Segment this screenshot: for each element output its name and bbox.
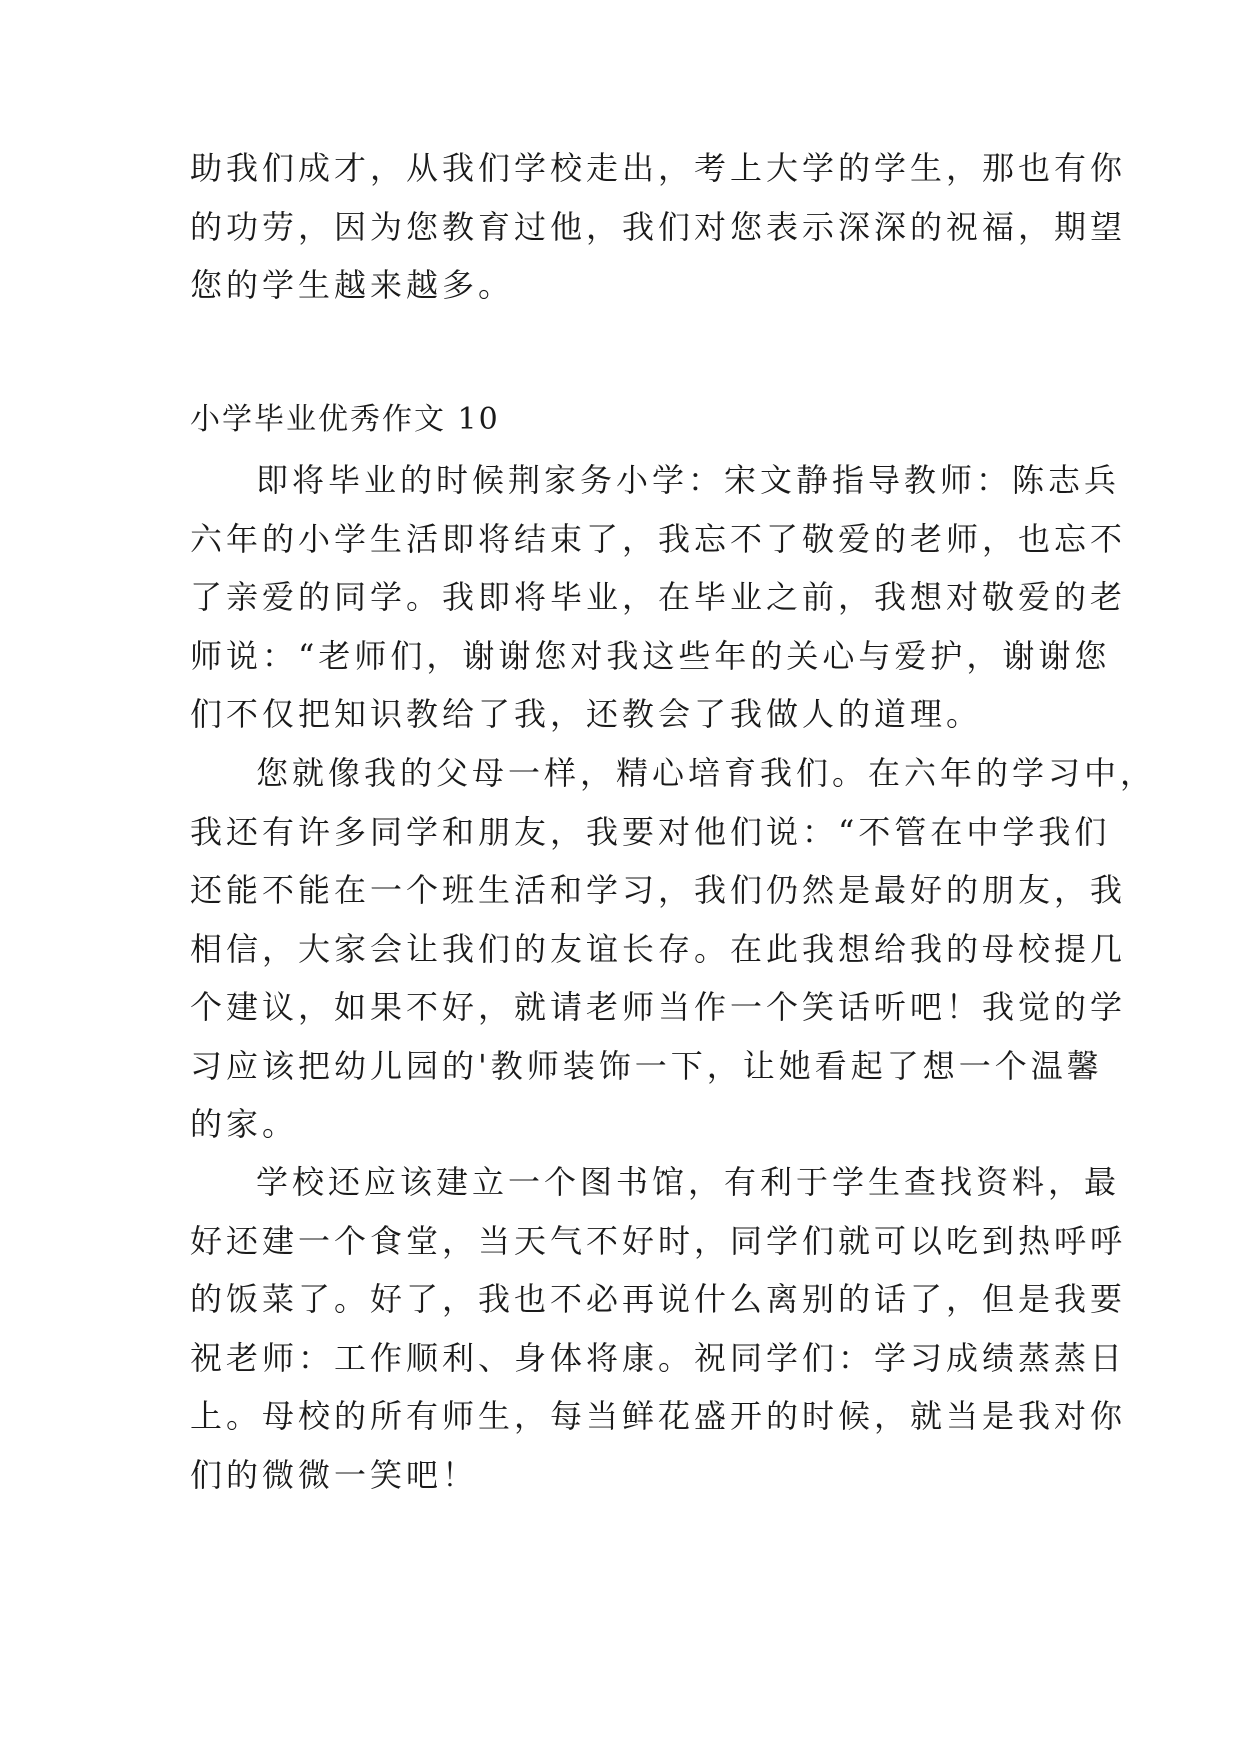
text-line: 祝老师：工作顺利、身体将康。祝同学们：学习成绩蒸蒸日	[190, 1338, 1127, 1377]
text-line: 的功劳，因为您教育过他，我们对您表示深深的祝福，期望	[190, 207, 1127, 246]
text-line: 助我们成才，从我们学校走出，考上大学的学生，那也有你	[190, 149, 1127, 187]
text-line: 还能不能在一个班生活和学习，我们仍然是最好的朋友，我	[190, 871, 1127, 909]
text-line: 师说：“老师们，谢谢您对我这些年的关心与爱护，谢谢您	[190, 636, 1111, 675]
text-line: 相信，大家会让我们的友谊长存。在此我想给我的母校提几	[190, 929, 1127, 968]
intro-paragraph	[190, 139, 1127, 315]
text-line: 上。母校的所有师生，每当鲜花盛开的时候，就当是我对你	[190, 1397, 1127, 1435]
text-line: 习应该把幼儿园的'教师装饰一下，让她看起了想一个温馨	[190, 1046, 1103, 1085]
section-title: 小学毕业优秀作文 10	[190, 402, 500, 437]
text-line: 您就像我的父母一样，精心培育我们。在六年的学习中，	[256, 754, 1157, 792]
text-line: 我还有许多同学和朋友，我要对他们说：“不管在中学我们	[190, 812, 1111, 851]
text-line: 您的学生越来越多。	[190, 266, 515, 304]
text-line: 即将毕业的时候荆家务小学：宋文静指导教师：陈志兵	[256, 461, 1121, 499]
paragraph-3	[190, 1153, 1127, 1504]
text-line: 的饭菜了。好了，我也不必再说什么离别的话了，但是我要	[190, 1280, 1127, 1318]
text-line: 了亲爱的同学。我即将毕业，在毕业之前，我想对敬爱的老	[190, 578, 1127, 616]
text-line: 六年的小学生活即将结束了，我忘不了敬爱的老师，也忘不	[190, 519, 1127, 558]
paragraph-2	[190, 744, 1157, 1154]
text-line: 好还建一个食堂，当天气不好时，同学们就可以吃到热呼呼	[190, 1221, 1127, 1260]
text-line: 们不仅把知识教给了我，还教会了我做人的道理。	[190, 695, 983, 733]
text-line: 个建议，如果不好，就请老师当作一个笑话听吧！我觉的学	[190, 988, 1127, 1026]
text-line: 学校还应该建立一个图书馆，有利于学生查找资料，最	[256, 1163, 1121, 1201]
text-line: 们的微微一笑吧！	[190, 1455, 479, 1494]
paragraph-1	[190, 451, 1127, 744]
text-line: 的家。	[190, 1105, 299, 1143]
